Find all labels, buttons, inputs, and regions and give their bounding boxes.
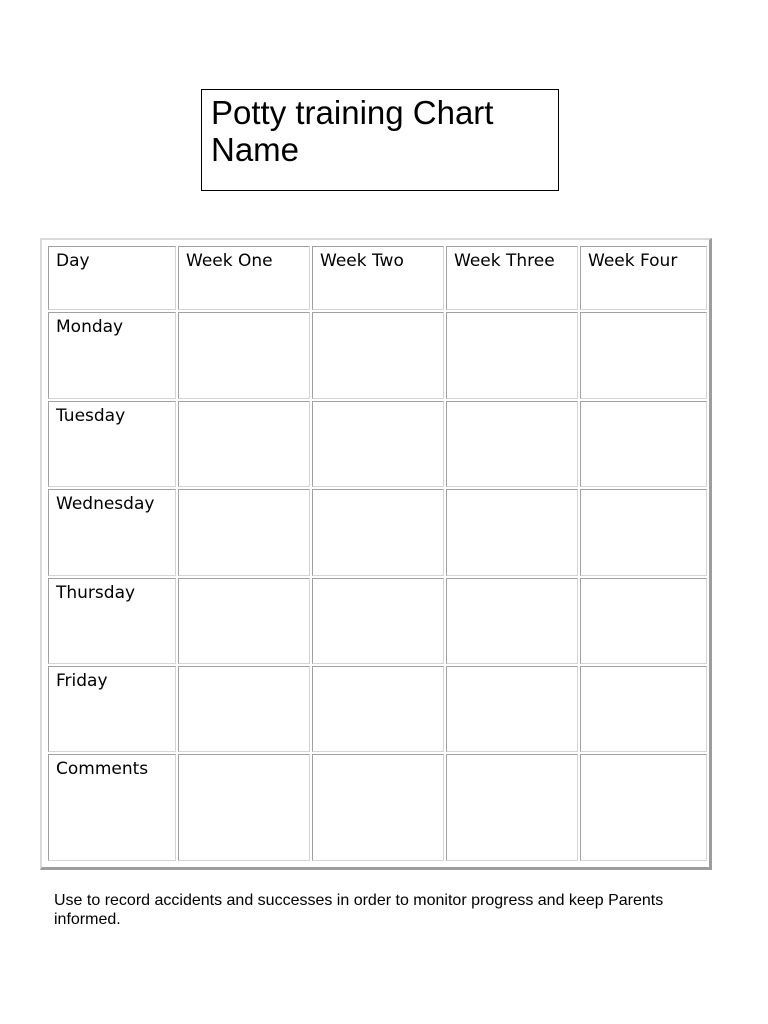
row-label-thursday: Thursday bbox=[48, 578, 176, 664]
table-cell[interactable] bbox=[446, 578, 578, 664]
table-cell[interactable] bbox=[580, 312, 707, 398]
usage-note: Use to record accidents and successes in order to monitor progress and keep Parents informed. bbox=[54, 892, 664, 928]
table-row bbox=[48, 312, 707, 398]
table-cell[interactable] bbox=[312, 489, 444, 575]
table-cell[interactable] bbox=[312, 578, 444, 664]
table-cell[interactable] bbox=[446, 489, 578, 575]
chart-table-frame bbox=[40, 238, 712, 870]
row-label-wednesday: Wednesday bbox=[48, 489, 176, 575]
table-cell[interactable] bbox=[580, 489, 707, 575]
table-cell[interactable] bbox=[178, 666, 310, 752]
column-header-week-four: Week Four bbox=[580, 246, 707, 310]
table-row bbox=[48, 754, 707, 861]
table-cell[interactable] bbox=[178, 312, 310, 398]
row-label-friday: Friday bbox=[48, 666, 176, 752]
table-cell[interactable] bbox=[178, 754, 310, 861]
row-label-comments: Comments bbox=[48, 754, 176, 861]
table-cell[interactable] bbox=[312, 754, 444, 861]
column-header-week-two: Week Two bbox=[312, 246, 444, 310]
row-label-monday: Monday bbox=[48, 312, 176, 398]
row-label-tuesday: Tuesday bbox=[48, 401, 176, 487]
table-row bbox=[48, 401, 707, 487]
table-cell[interactable] bbox=[178, 489, 310, 575]
table-cell[interactable] bbox=[446, 666, 578, 752]
table-cell[interactable] bbox=[312, 401, 444, 487]
table-row bbox=[48, 578, 707, 664]
table-cell[interactable] bbox=[446, 401, 578, 487]
table-cell[interactable] bbox=[580, 666, 707, 752]
name-label: Name bbox=[211, 131, 300, 168]
column-header-week-three: Week Three bbox=[446, 246, 578, 310]
column-header-week-one: Week One bbox=[178, 246, 310, 310]
chart-title: Potty training Chart bbox=[211, 94, 494, 131]
table-cell[interactable] bbox=[312, 666, 444, 752]
table-cell[interactable] bbox=[580, 578, 707, 664]
potty-training-table bbox=[46, 244, 709, 863]
table-cell[interactable] bbox=[178, 578, 310, 664]
column-header-day: Day bbox=[48, 246, 176, 310]
table-header-row bbox=[48, 246, 707, 310]
table-row bbox=[48, 666, 707, 752]
table-cell[interactable] bbox=[312, 312, 444, 398]
table-cell[interactable] bbox=[580, 401, 707, 487]
table-cell[interactable] bbox=[580, 754, 707, 861]
table-cell[interactable] bbox=[446, 754, 578, 861]
table-row bbox=[48, 489, 707, 575]
title-box bbox=[201, 89, 559, 191]
table-cell[interactable] bbox=[178, 401, 310, 487]
table-cell[interactable] bbox=[446, 312, 578, 398]
